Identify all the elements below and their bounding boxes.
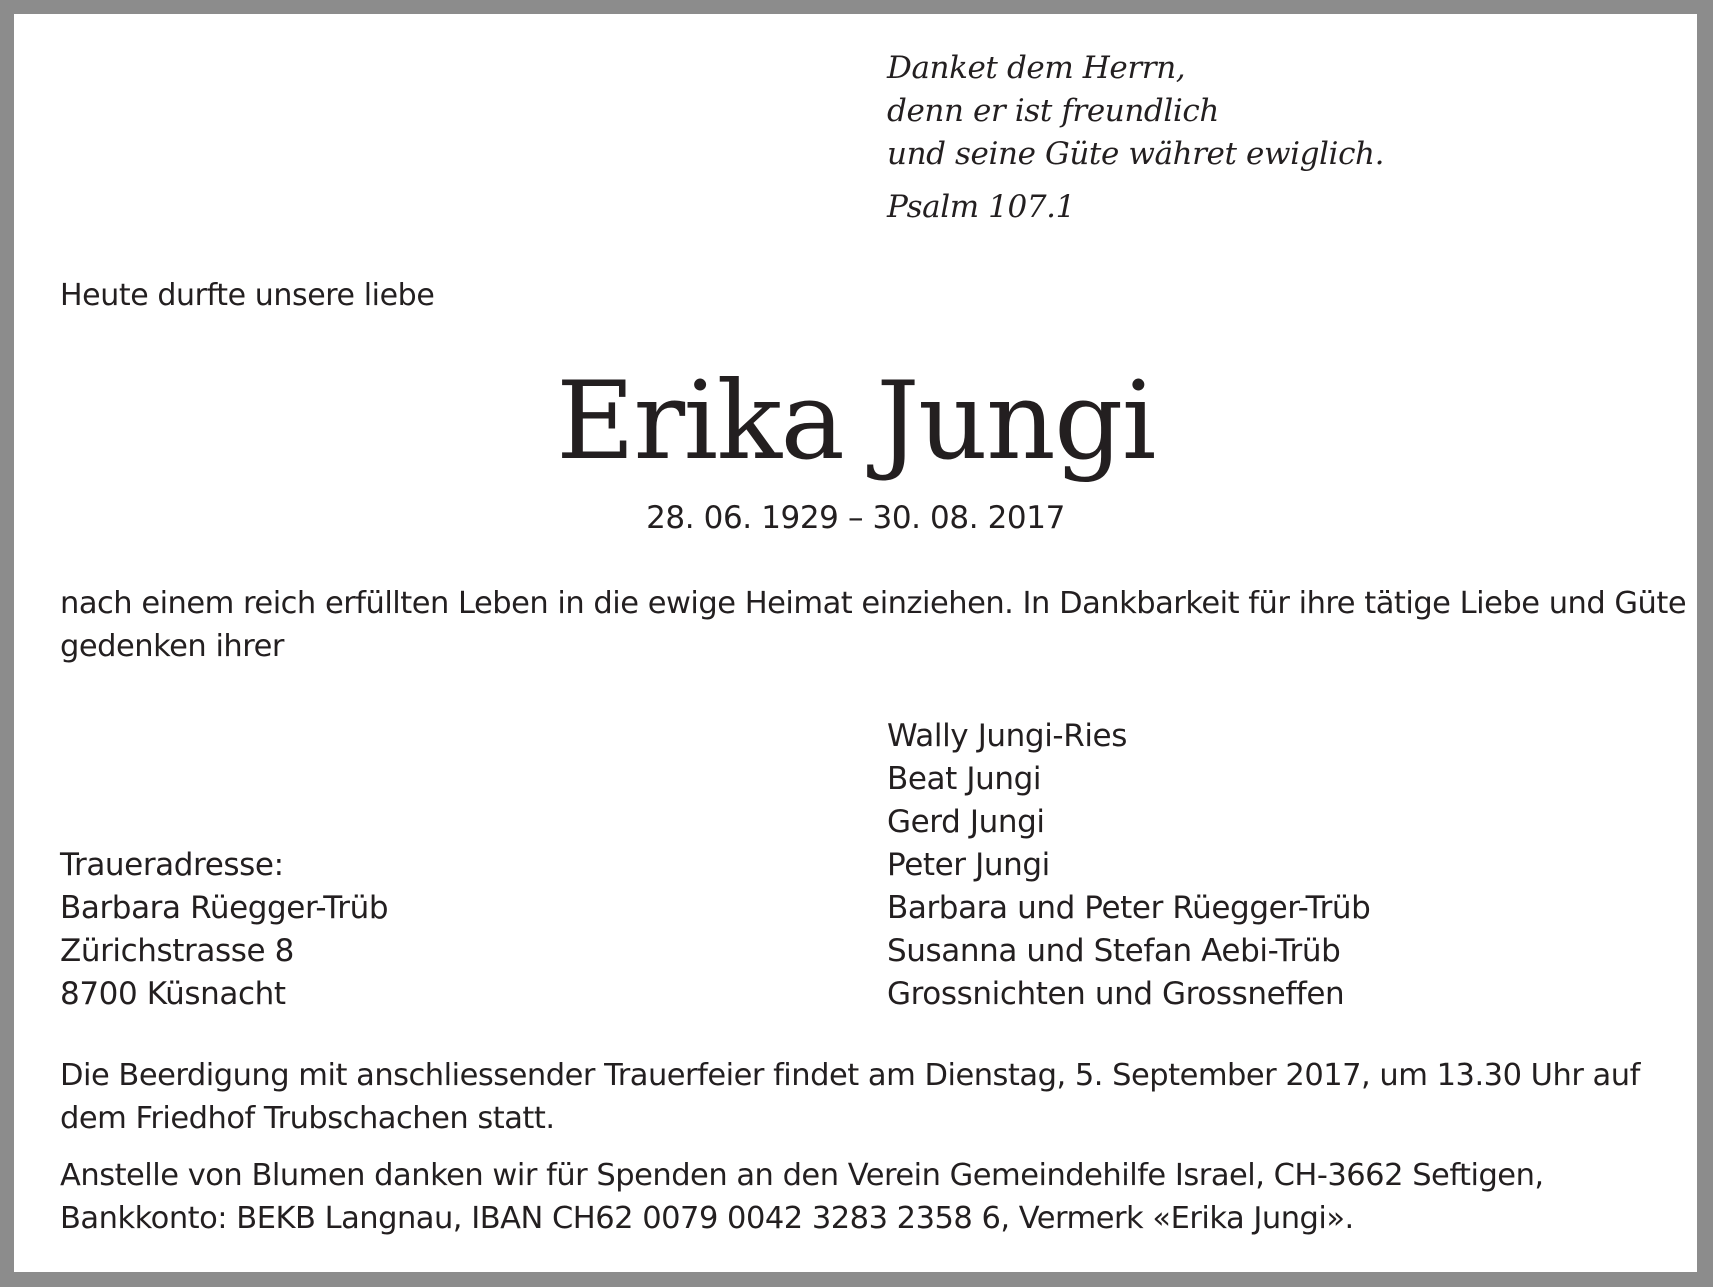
message-line: gedenken ihrer xyxy=(60,629,284,664)
message-paragraph xyxy=(60,582,1687,668)
donation-line: Anstelle von Blumen danken wir für Spenden an den Verein Gemeindehilfe Israel, CH-3662 Seftigen, xyxy=(60,1158,1544,1193)
list-item: Grossnichten und Grossneffen xyxy=(887,976,1345,1012)
mourning-address xyxy=(60,844,388,1016)
donation-line: Bankkonto: BEKB Langnau, IBAN CH62 0079 0042 3283 2358 6, Vermerk «Erika Jungi». xyxy=(60,1201,1354,1236)
list-item: Wally Jungi-Ries xyxy=(887,718,1127,754)
deceased-name: Erika Jungi xyxy=(556,359,1155,484)
address-name: Barbara Rüegger-Trüb xyxy=(60,890,389,926)
intro-text: Heute durfte unsere liebe xyxy=(60,278,435,313)
verse-line: und seine Güte währet ewiglich. xyxy=(887,136,1385,172)
verse-reference: Psalm 107.1 xyxy=(887,189,1075,225)
message-line: nach einem reich erfüllten Leben in die ewige Heimat einziehen. In Dankbarkeit für ihre tätige Liebe und Güte xyxy=(60,586,1687,621)
verse-line: denn er ist freundlich xyxy=(887,93,1219,129)
obituary-notice xyxy=(14,14,1697,1272)
funeral-line: dem Friedhof Trubschachen statt. xyxy=(60,1101,555,1136)
bible-verse xyxy=(887,47,1384,229)
address-city: 8700 Küsnacht xyxy=(60,976,286,1012)
list-item: Beat Jungi xyxy=(887,761,1042,797)
donation-paragraph xyxy=(60,1154,1670,1240)
mourners-list xyxy=(887,715,1370,1016)
list-item: Susanna und Stefan Aebi-Trüb xyxy=(887,933,1341,969)
address-label: Traueradresse: xyxy=(60,847,284,883)
list-item: Peter Jungi xyxy=(887,847,1050,883)
life-dates: 28. 06. 1929 – 30. 08. 2017 xyxy=(646,500,1065,536)
list-item: Barbara und Peter Rüegger-Trüb xyxy=(887,890,1371,926)
list-item: Gerd Jungi xyxy=(887,804,1045,840)
address-street: Zürichstrasse 8 xyxy=(60,933,294,969)
funeral-line: Die Beerdigung mit anschliessender Trauerfeier findet am Dienstag, 5. September 2017, um 13.30 Uhr auf xyxy=(60,1058,1640,1093)
funeral-paragraph xyxy=(60,1054,1670,1140)
verse-line: Danket dem Herrn, xyxy=(887,50,1186,86)
